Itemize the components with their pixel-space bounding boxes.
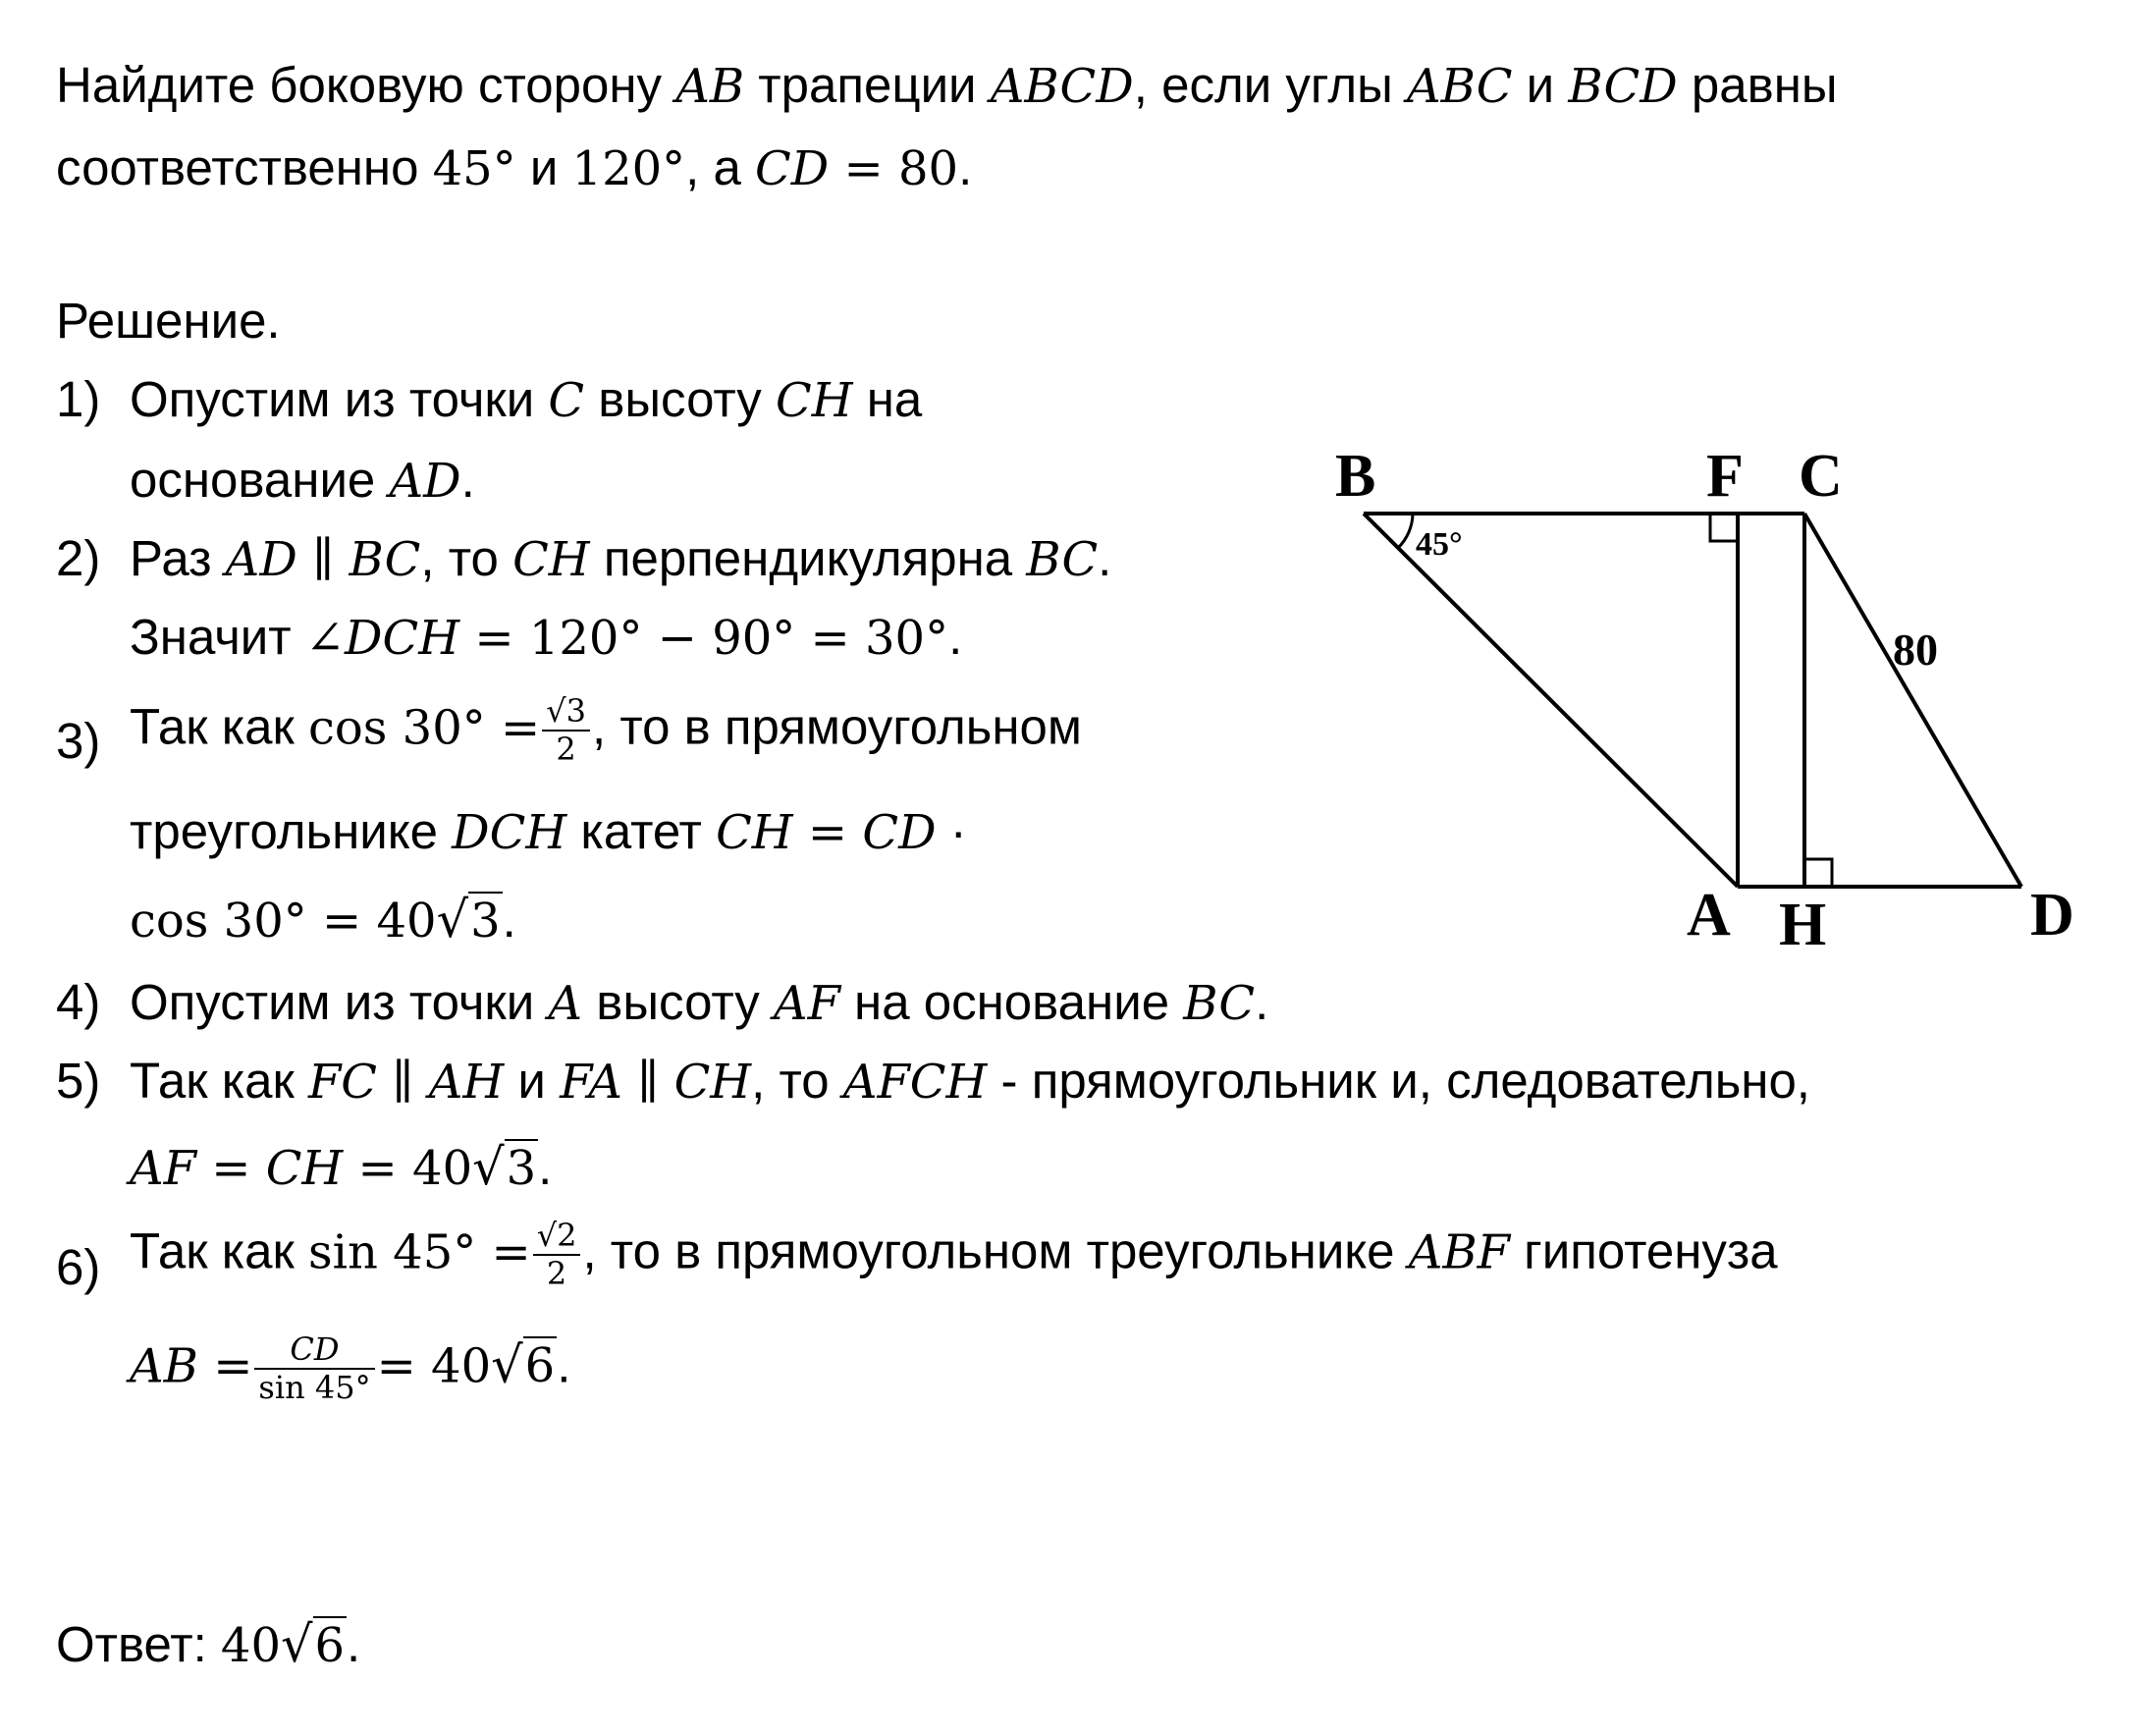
math: AH bbox=[428, 1055, 505, 1110]
text: трапеции bbox=[744, 57, 991, 113]
sqrt-sign: √ bbox=[472, 1139, 505, 1197]
text: . bbox=[1255, 974, 1269, 1030]
math: ∥ bbox=[296, 532, 350, 587]
text: Так как bbox=[130, 1222, 308, 1279]
math: AF bbox=[130, 1141, 196, 1196]
fraction-denominator: 2 bbox=[546, 1254, 567, 1292]
right-angle-mark-f bbox=[1710, 514, 1738, 541]
step-number: 4) bbox=[56, 974, 101, 1030]
fraction-numerator: CD bbox=[254, 1331, 374, 1370]
step-number: 1) bbox=[56, 371, 101, 427]
math-abcd: ABCD bbox=[990, 59, 1134, 114]
math: FA bbox=[560, 1055, 622, 1110]
side-cd bbox=[1804, 514, 2021, 887]
text: , то bbox=[751, 1053, 843, 1109]
sqrt-sign: √ bbox=[436, 892, 469, 949]
label-d: D bbox=[2030, 882, 2074, 949]
math: C bbox=[548, 373, 585, 428]
math: cos 30° = bbox=[308, 700, 541, 756]
text: Так как bbox=[130, 698, 308, 755]
math: CH bbox=[512, 532, 590, 587]
math-abc: ABC bbox=[1406, 59, 1513, 114]
math: BC bbox=[349, 532, 421, 587]
text: Опустим из точки bbox=[130, 974, 549, 1030]
text: и bbox=[504, 1053, 561, 1109]
solution-heading: Решение. bbox=[56, 293, 281, 349]
text: , то bbox=[420, 530, 513, 586]
text: . bbox=[502, 892, 516, 948]
fraction-denominator: 2 bbox=[556, 730, 576, 768]
math: ABF bbox=[1408, 1224, 1510, 1280]
text: равны bbox=[1677, 57, 1838, 113]
text: . bbox=[958, 139, 973, 195]
math: = bbox=[197, 1338, 253, 1394]
math: ∠ bbox=[304, 611, 346, 666]
label-c: C bbox=[1799, 443, 1843, 510]
math: cos 30° = 40 bbox=[130, 894, 437, 949]
step-number: 3) bbox=[56, 713, 101, 769]
text: , если углы bbox=[1133, 57, 1407, 113]
text: на основание bbox=[839, 974, 1184, 1030]
text: . bbox=[1098, 530, 1112, 586]
fraction-denominator: sin 45° bbox=[258, 1368, 371, 1406]
math: BC bbox=[1026, 532, 1099, 587]
text: перпендикулярна bbox=[589, 530, 1027, 586]
math: A bbox=[548, 976, 583, 1031]
text: . bbox=[557, 1336, 571, 1393]
text: Так как bbox=[130, 1053, 308, 1109]
math-bcd: BCD bbox=[1568, 59, 1678, 114]
text: . bbox=[347, 1616, 361, 1672]
math: AF bbox=[773, 976, 840, 1031]
label-f: F bbox=[1706, 443, 1744, 510]
text: на bbox=[852, 371, 923, 427]
math: CD bbox=[862, 805, 937, 860]
radicand: 6 bbox=[524, 1338, 556, 1394]
fraction-numerator: √3 bbox=[542, 693, 590, 732]
math: ∥ bbox=[377, 1055, 429, 1110]
math: DCH bbox=[345, 611, 460, 666]
text: . bbox=[948, 609, 963, 665]
step-number: 2) bbox=[56, 530, 101, 586]
angle-arc-b bbox=[1398, 514, 1413, 548]
side-ab bbox=[1364, 514, 1738, 887]
text: , то в прямоугольном bbox=[591, 698, 1082, 755]
answer-value: 40 bbox=[220, 1618, 281, 1673]
text: · bbox=[936, 803, 967, 859]
sqrt-sign: √ bbox=[281, 1616, 313, 1674]
math: ∥ bbox=[621, 1055, 674, 1110]
text: Найдите боковую сторону bbox=[56, 57, 676, 113]
text: , то в прямоугольном треугольнике bbox=[582, 1222, 1409, 1279]
label-b: B bbox=[1335, 443, 1376, 510]
math: AD bbox=[389, 454, 461, 509]
math: CH bbox=[673, 1055, 752, 1110]
math: CH bbox=[775, 373, 853, 428]
text: Опустим из точки bbox=[130, 371, 549, 427]
math-cd: CD bbox=[755, 141, 830, 196]
step-number: 6) bbox=[56, 1239, 101, 1295]
angle-label: 45° bbox=[1416, 526, 1463, 563]
text: высоту bbox=[582, 974, 774, 1030]
text: Раз bbox=[130, 530, 226, 586]
radicand: 3 bbox=[506, 1141, 537, 1196]
side-label-cd: 80 bbox=[1893, 624, 1938, 675]
text: треугольнике bbox=[130, 803, 453, 859]
text: высоту bbox=[584, 371, 776, 427]
math-45: 45° bbox=[432, 141, 516, 196]
text: . bbox=[538, 1139, 553, 1195]
math: CH bbox=[265, 1141, 344, 1196]
math: DCH bbox=[452, 805, 567, 860]
math: = 40 bbox=[343, 1141, 473, 1196]
math: = bbox=[195, 1141, 266, 1196]
text: . bbox=[460, 452, 475, 508]
math: = 120° − 90° = 30° bbox=[459, 611, 949, 666]
text: - прямоугольник и, следовательно, bbox=[987, 1053, 1810, 1109]
sqrt-sign: √ bbox=[491, 1336, 523, 1395]
math: = 40 bbox=[376, 1338, 492, 1394]
text: основание bbox=[130, 452, 390, 508]
text: соответственно bbox=[56, 139, 433, 195]
math: BC bbox=[1183, 976, 1256, 1031]
math-120: 120° bbox=[571, 141, 686, 196]
text: катет bbox=[566, 803, 717, 859]
math: = bbox=[792, 805, 863, 860]
fraction-numerator: √2 bbox=[533, 1218, 581, 1256]
radicand: 6 bbox=[314, 1618, 346, 1673]
text: , а bbox=[685, 139, 756, 195]
math: CH bbox=[716, 805, 793, 860]
radicand: 3 bbox=[470, 894, 501, 949]
text: гипотенуза bbox=[1509, 1222, 1778, 1279]
math: sin 45° = bbox=[308, 1224, 531, 1280]
answer-label: Ответ: bbox=[56, 1616, 221, 1672]
text: Значит bbox=[130, 609, 305, 665]
math: FC bbox=[308, 1055, 378, 1110]
math: AFCH bbox=[842, 1055, 988, 1110]
step-number: 5) bbox=[56, 1053, 101, 1109]
text: и bbox=[1512, 57, 1569, 113]
math-ab: AB bbox=[675, 59, 745, 114]
label-h: H bbox=[1779, 892, 1827, 958]
right-angle-mark-h bbox=[1804, 859, 1832, 887]
text: и bbox=[515, 139, 572, 195]
math: AD bbox=[225, 532, 297, 587]
label-a: A bbox=[1687, 882, 1731, 949]
math-eq-80: = 80 bbox=[829, 141, 959, 196]
math: AB bbox=[130, 1338, 198, 1394]
